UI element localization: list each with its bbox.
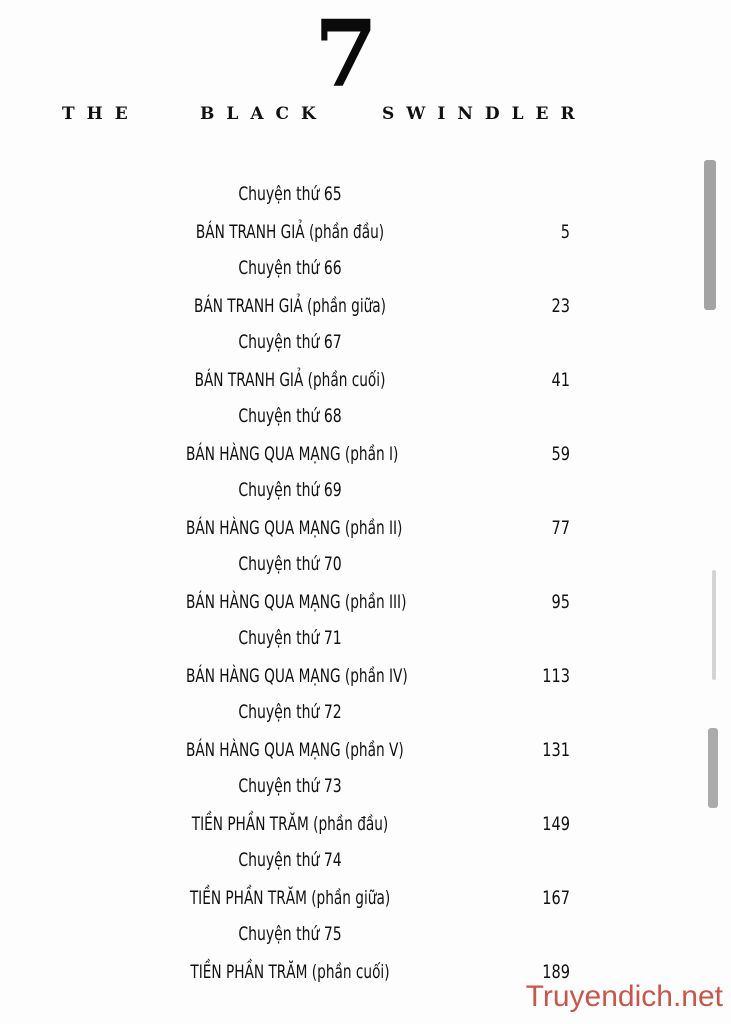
table-of-contents [160,180,580,994]
scan-mark [704,160,716,310]
chapter-label: Chuyện thứ 71 [238,627,342,649]
chapter-title: TIỀN PHẦN TRĂM (phần giữa) [189,887,391,909]
chapter-title: BÁN TRANH GIẢ (phần cuối) [194,369,386,391]
chapter-page-number: 131 [542,739,570,761]
chapter-label: Chuyện thứ 70 [238,553,342,575]
chapter-title: BÁN HÀNG QUA MẠNG (phần V) [186,739,404,761]
toc-entry[interactable] [160,772,580,846]
chapter-page-number: 77 [551,517,570,539]
chapter-page-number: 41 [551,369,570,391]
toc-entry[interactable] [160,698,580,772]
chapter-title: BÁN HÀNG QUA MẠNG (phần IV) [186,665,408,687]
chapter-label: Chuyện thứ 68 [238,405,342,427]
chapter-page-number: 167 [542,887,570,909]
series-title [62,104,642,126]
watermark: Truyendich.net [525,980,723,1013]
toc-entry[interactable] [160,624,580,698]
toc-entry[interactable] [160,846,580,920]
chapter-title: TIỀN PHẦN TRĂM (phần cuối) [190,961,390,983]
chapter-label: Chuyện thứ 67 [238,331,342,353]
chapter-page-number: 113 [542,665,570,687]
toc-entry[interactable] [160,328,580,402]
series-title-word: BLACK [200,104,328,124]
chapter-label: Chuyện thứ 73 [238,775,342,797]
scan-mark [712,570,716,680]
volume-number: 7 [313,0,376,108]
series-title-word: THE [62,104,140,124]
chapter-label: Chuyện thứ 69 [238,479,342,501]
chapter-page-number: 149 [542,813,570,835]
chapter-label: Chuyện thứ 65 [238,183,342,205]
chapter-page-number: 95 [551,591,570,613]
chapter-page-number: 189 [542,961,570,983]
chapter-title: TIỀN PHẦN TRĂM (phần đầu) [191,813,389,835]
chapter-title: BÁN HÀNG QUA MẠNG (phần III) [186,591,407,613]
chapter-page-number: 59 [551,443,570,465]
toc-entry[interactable] [160,254,580,328]
chapter-title: BÁN TRANH GIẢ (phần giữa) [193,295,386,317]
chapter-page-number: 23 [551,295,570,317]
chapter-label: Chuyện thứ 75 [238,923,342,945]
chapter-label: Chuyện thứ 66 [238,257,342,279]
toc-entry[interactable] [160,476,580,550]
series-title-word: SWINDLER [382,104,587,124]
chapter-label: Chuyện thứ 72 [238,701,342,723]
toc-entry[interactable] [160,920,580,994]
chapter-title: BÁN HÀNG QUA MẠNG (phần I) [186,443,399,465]
toc-entry[interactable] [160,550,580,624]
scan-mark [708,728,718,808]
chapter-page-number: 5 [560,221,570,243]
toc-entry[interactable] [160,180,580,254]
chapter-title: BÁN HÀNG QUA MẠNG (phần II) [186,517,403,539]
chapter-label: Chuyện thứ 74 [238,849,342,871]
toc-entry[interactable] [160,402,580,476]
chapter-title: BÁN TRANH GIẢ (phần đầu) [195,221,385,243]
